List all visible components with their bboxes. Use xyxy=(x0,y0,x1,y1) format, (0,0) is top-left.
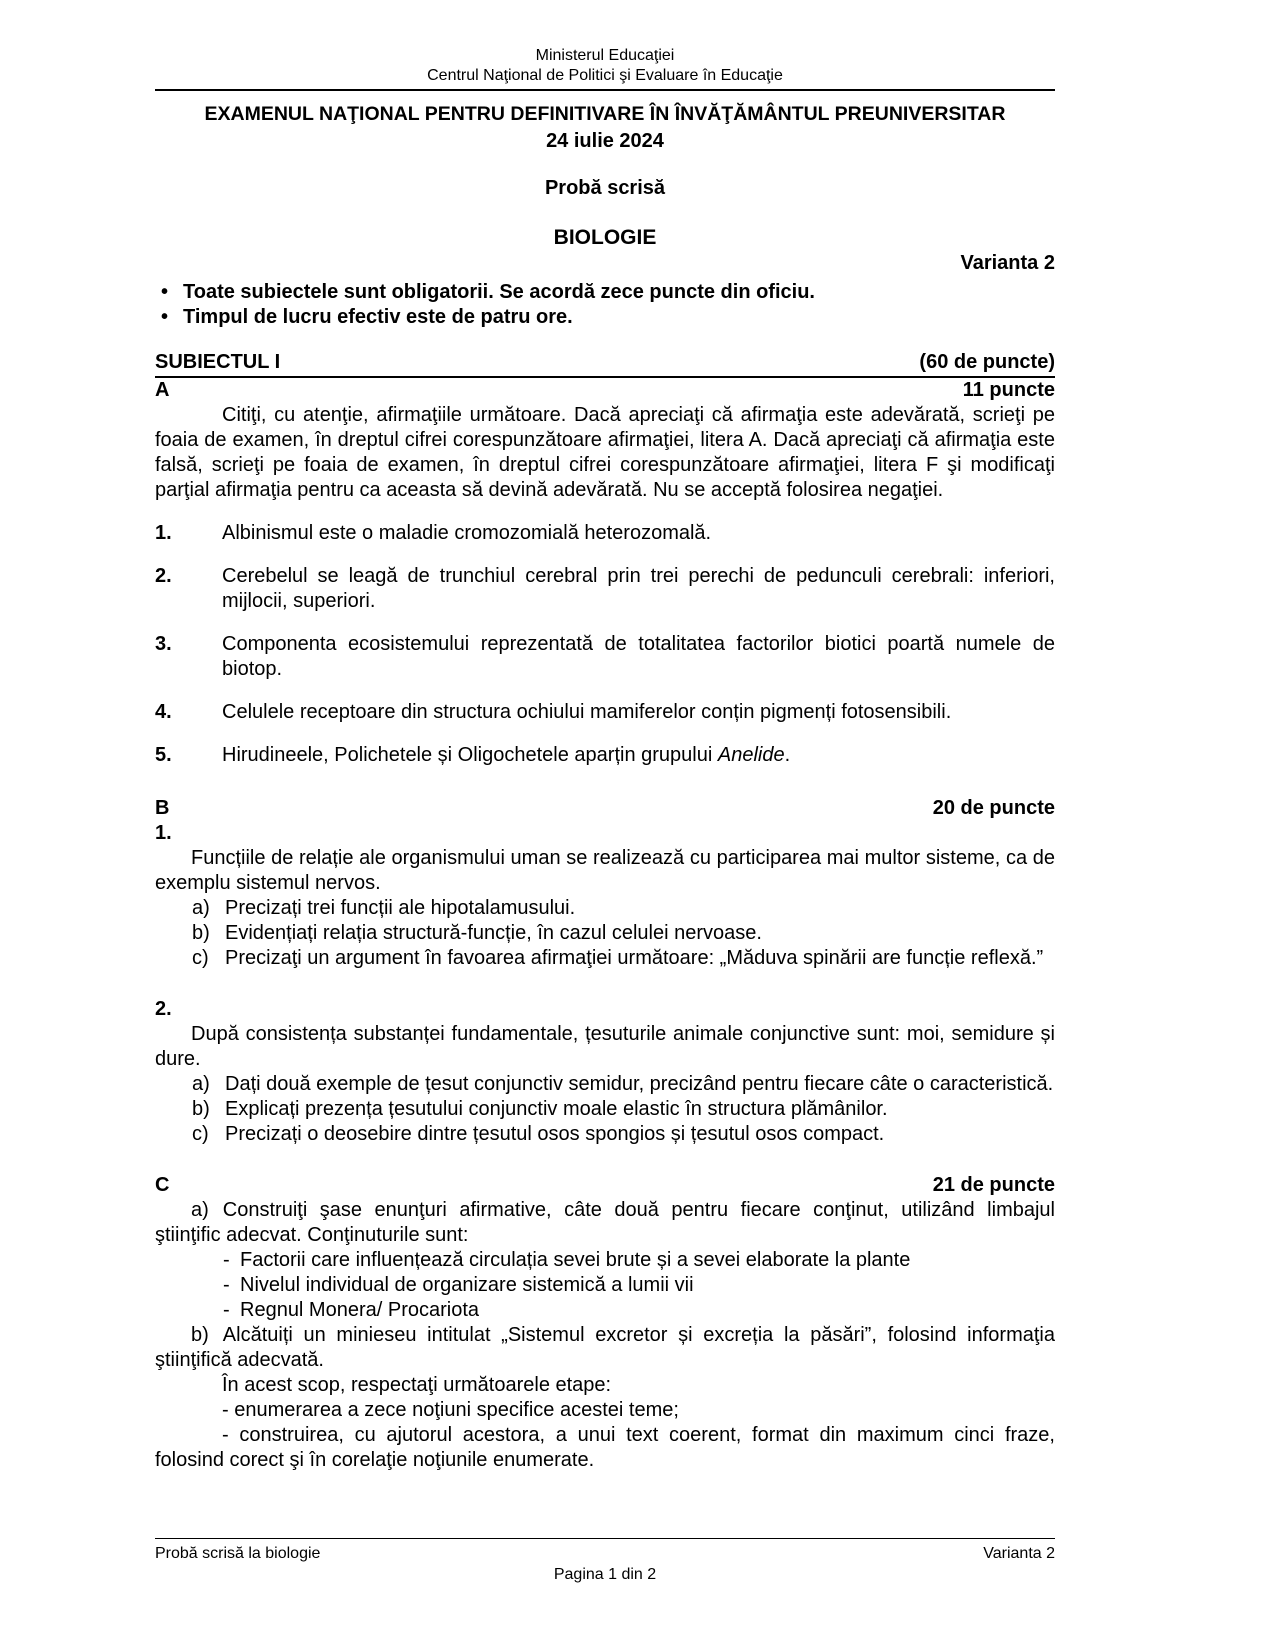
topic-text: Factorii care influențează circulația sevei brute și a sevei elaborate la plante xyxy=(240,1249,911,1271)
question2-item-b xyxy=(155,1097,1055,1122)
footer-left-text: Probă scrisă la biologie xyxy=(155,1545,321,1562)
content-topic-2 xyxy=(155,1273,1055,1298)
sectionC-item-b xyxy=(155,1323,1055,1373)
topic-text: Regnul Monera/ Procariota xyxy=(240,1299,480,1321)
title-block xyxy=(155,101,1055,276)
question1-item-b xyxy=(155,921,1055,946)
note-text: Toate subiectele sunt obligatorii. Se acordă zece puncte din oficiu. xyxy=(183,281,815,303)
question2-item-a xyxy=(155,1072,1055,1097)
ministry-name: Ministerul Educaţiei xyxy=(535,47,675,64)
item-text: Dați două exemple de țesut conjunctiv semidur, precizând pentru fiecare câte o caracteristică. xyxy=(225,1073,1054,1095)
exam-type: Probă scrisă xyxy=(544,177,666,199)
statement-number: 5. xyxy=(155,744,172,766)
discipline-title: BIOLOGIE xyxy=(553,226,657,249)
item-text: Precizați o deosebire dintre țesutul osos spongios și țesutul osos compact. xyxy=(225,1123,885,1145)
sectionC-heading xyxy=(155,1173,1055,1198)
question1-item-c xyxy=(155,946,1055,971)
footer-row xyxy=(155,1543,1055,1564)
statement-text: Componenta ecosistemului reprezentată de totalitatea factorilor biotici poartă numele de biotop. xyxy=(222,633,1055,680)
statement-text-part: Hirudineele, Polichetele și Oligochetele aparțin grupului xyxy=(222,744,718,766)
question1-intro: Funcțiile de relație ale organismului uman se realizează cu participarea mai multor sisteme, ca de exemplu sistemul nervos. xyxy=(155,847,1055,894)
exam-date: 24 iulie 2024 xyxy=(546,130,664,152)
question2-intro: După consistența substanței fundamentale, țesuturile animale conjunctive sunt: moi, semidure și dure. xyxy=(155,1023,1055,1070)
header-divider xyxy=(155,89,1055,91)
national-center-name: Centrul Naţional de Politici şi Evaluare în Educaţie xyxy=(427,67,783,84)
content-topic-3 xyxy=(155,1298,1055,1323)
exam-title: EXAMENUL NAŢIONAL PENTRU DEFINITIVARE ÎN ÎNVĂŢĂMÂNTUL PREUNIVERSITAR xyxy=(204,103,1006,125)
statement-row-5 xyxy=(155,743,1055,768)
question2-item-c xyxy=(155,1122,1055,1147)
subject1-title: SUBIECTUL I xyxy=(155,351,281,373)
sectionB-heading xyxy=(155,796,1055,821)
sectionB-label: B xyxy=(155,797,170,819)
question2-number: 2. xyxy=(155,998,172,1020)
subject1-points: (60 de puncte) xyxy=(919,351,1055,373)
page-footer xyxy=(155,1538,1055,1585)
statement-text: Albinismul este o maladie cromozomială heterozomală. xyxy=(222,522,712,544)
statement-text xyxy=(222,743,1055,768)
bullet-icon: • xyxy=(161,281,169,303)
content-topic-1 xyxy=(155,1248,1055,1273)
taxon-name-italic: Anelide xyxy=(717,744,785,766)
statement-number: 2. xyxy=(155,565,172,587)
statement-row-3 xyxy=(155,632,1055,682)
document-header xyxy=(155,46,1055,86)
sectionA-label: A xyxy=(155,379,170,401)
sectionC-item-a xyxy=(155,1198,1055,1248)
section-B xyxy=(155,796,1055,1147)
essay-step-1: - enumerarea a zece noţiuni specifice acestei teme; xyxy=(222,1399,679,1421)
essay-step-2: - construirea, cu ajutorul acestora, a unui text coerent, format din maximum cinci fraze, folosind corect şi în corelaţie noţiunile enumerate. xyxy=(155,1424,1055,1471)
item-text: Explicați prezența țesutului conjunctiv moale elastic în structura plămânilor. xyxy=(225,1098,888,1120)
item-text: Alcătuiți un minieseu intitulat „Sistemul excretor și excreția la păsări”, folosind informaţia ştiinţifică adecvată. xyxy=(155,1324,1055,1371)
section-A xyxy=(155,378,1055,768)
item-text: Construiţi şase enunţuri afirmative, câte două pentru fiecare conţinut, utilizând limbajul ştiinţific adecvat. Conţinuturile sunt: xyxy=(155,1199,1055,1246)
topic-text: Nivelul individual de organizare sistemică a lumii vii xyxy=(240,1274,694,1296)
item-label: a) xyxy=(192,897,210,919)
sectionA-points: 11 puncte xyxy=(962,379,1055,401)
statement-row-2 xyxy=(155,564,1055,614)
dash-bullet: - xyxy=(223,1274,230,1296)
item-label: c) xyxy=(192,1123,209,1145)
sectionA-instructions: Citiţi, cu atenţie, afirmaţiile următoare. Dacă apreciaţi că afirmaţia este adevărată, scrieţi pe foaia de examen, în dreptul cifrei corespunzătoare afirmaţiei, litera A. Dacă apreciaţi că afirmaţia este falsă, scrieţi pe foaia de examen, în dreptul cifrei corespunzătoare afirmaţiei, litera F şi modificaţi parţial afirmaţia pentru ca aceasta să devină adevărată. Nu se acceptă folosirea negaţiei. xyxy=(155,404,1055,501)
dash-bullet: - xyxy=(223,1249,230,1271)
bullet-icon: • xyxy=(161,306,169,328)
item-text: Precizați trei funcții ale hipotalamusului. xyxy=(225,897,576,919)
sectionA-heading xyxy=(155,378,1055,403)
variant-label: Varianta 2 xyxy=(960,252,1055,274)
statement-number: 4. xyxy=(155,701,172,723)
statement-number: 1. xyxy=(155,522,172,544)
item-text: Evidențiați relația structură-funcție, în cazul celulei nervoase. xyxy=(225,922,762,944)
item-label: b) xyxy=(191,1324,209,1346)
note-duration xyxy=(155,305,1055,330)
question1-item-a xyxy=(155,896,1055,921)
item-label: c) xyxy=(192,947,209,969)
dash-bullet: - xyxy=(223,1299,230,1321)
item-label: b) xyxy=(192,1098,210,1120)
footer-variant: Varianta 2 xyxy=(983,1545,1055,1562)
page-number: Pagina 1 din 2 xyxy=(553,1566,657,1583)
general-notes xyxy=(155,280,1055,330)
statement-number: 3. xyxy=(155,633,172,655)
statement-row-1 xyxy=(155,521,1055,546)
item-label: a) xyxy=(192,1073,210,1095)
note-text: Timpul de lucru efectiv este de patru ore. xyxy=(183,306,573,328)
statement-row-4 xyxy=(155,700,1055,725)
sectionC-label: C xyxy=(155,1174,170,1196)
statement-text-part: . xyxy=(784,744,791,766)
statement-text: Cerebelul se leagă de trunchiul cerebral prin trei perechi de pedunculi cerebrali: inferiori, mijlocii, superiori. xyxy=(222,565,1055,612)
item-label: b) xyxy=(192,922,210,944)
item-label: a) xyxy=(191,1199,209,1221)
question1-number: 1. xyxy=(155,822,172,844)
note-obligatory xyxy=(155,280,1055,305)
sectionC-points: 21 de puncte xyxy=(932,1174,1055,1196)
section-C xyxy=(155,1173,1055,1473)
essay-steps-intro: În acest scop, respectaţi următoarele etape: xyxy=(222,1374,612,1396)
sectionB-points: 20 de puncte xyxy=(932,797,1055,819)
statement-text: Celulele receptoare din structura ochiului mamiferelor conțin pigmenți fotosensibili. xyxy=(222,701,952,723)
item-text: Precizaţi un argument în favoarea afirmaţiei următoare: „Măduva spinării are funcție reflexă.” xyxy=(225,947,1044,969)
subject1-heading xyxy=(155,350,1055,378)
